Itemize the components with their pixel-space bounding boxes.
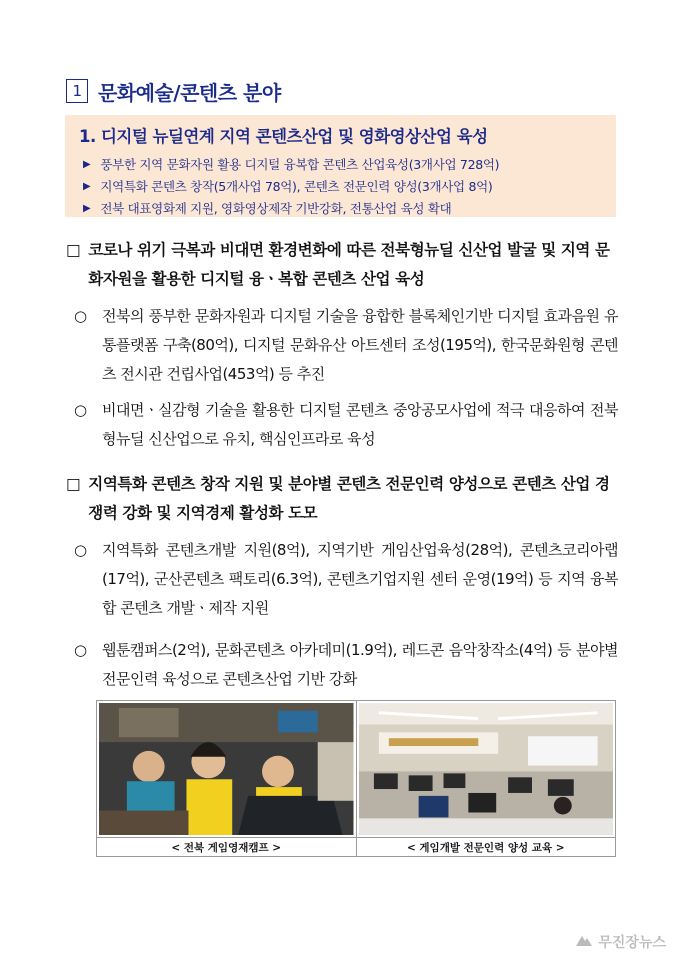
bullet-item: [74, 302, 618, 389]
circle-bullet-icon: ○: [74, 641, 87, 659]
block-heading: [66, 470, 618, 528]
watermark-logo-icon: [575, 933, 593, 951]
watermark-text: 무진장뉴스: [598, 935, 666, 951]
summary-item: [77, 197, 604, 219]
circle-bullet-icon: ○: [74, 307, 87, 325]
photo-caption: < 전북 게임영재캠프 >: [97, 837, 356, 856]
bullet-text: 지역특화 콘텐츠개발 지원(8억), 지역기반 게임산업육성(28억), 콘텐츠코리아랩(17억), 군산콘텐츠 팩토리(6.3억), 콘텐츠기업지원 센터 운영(19억) 등 지역 융복합 콘텐츠 개발ㆍ제작 지원: [102, 541, 618, 617]
summary-item-text: 풍부한 지역 문화자원 활용 디지털 융복합 콘텐츠 산업육성(3개사업 728억): [100, 157, 500, 172]
watermark: [575, 932, 666, 952]
block-heading-text: 코로나 위기 극복과 비대면 환경변화에 따른 전북형뉴딜 신산업 발굴 및 지역 문화자원을 활용한 디지털 융ㆍ복합 콘텐츠 산업 육성: [88, 241, 610, 288]
bullet-item: [74, 396, 618, 454]
summary-item-text: 지역특화 콘텐츠 창작(5개사업 78억), 콘텐츠 전문인력 양성(3개사업 8억): [100, 179, 493, 194]
triangle-bullet-icon: ▶: [83, 202, 91, 214]
summary-item-text: 전북 대표영화제 지원, 영화영상제작 기반강화, 전통산업 육성 확대: [100, 201, 452, 216]
bullet-text: 비대면ㆍ실감형 기술을 활용한 디지털 콘텐츠 중앙공모사업에 적극 대응하여 전북형뉴딜 신산업으로 유치, 핵심인프라로 육성: [102, 401, 618, 448]
photo-game-camp: [99, 703, 354, 835]
triangle-bullet-icon: ▶: [83, 180, 91, 192]
triangle-bullet-icon: ▶: [83, 158, 91, 170]
photo-training-class: [359, 703, 614, 835]
summary-box: [65, 115, 616, 217]
bullet-text: 웹툰캠퍼스(2억), 문화콘텐츠 아카데미(1.9억), 레드콘 음악창작소(4억) 등 분야별 전문인력 육성으로 콘텐츠산업 기반 강화: [102, 641, 618, 688]
summary-item: [77, 153, 604, 175]
summary-title: 1. 디지털 뉴딜연계 지역 콘텐츠산업 및 영화영상산업 육성: [79, 127, 488, 146]
bullet-text: 전북의 풍부한 문화자원과 디지털 기술을 융합한 블록체인기반 디지털 효과음원 유통플랫폼 구축(80억), 디지털 문화유산 아트센터 조성(195억), 한국문화원형 콘텐츠 전시관 건립사업(453억) 등 추진: [102, 307, 618, 383]
block-heading-text: 지역특화 콘텐츠 창작 지원 및 분야별 콘텐츠 전문인력 양성으로 콘텐츠 산업 경쟁력 강화 및 지역경제 활성화 도모: [88, 475, 610, 522]
section-header: [66, 76, 281, 106]
photo-cell: [97, 701, 356, 856]
section-title: 문화예술/콘텐츠 분야: [98, 80, 281, 105]
circle-bullet-icon: ○: [74, 401, 87, 419]
photo-cell: [356, 701, 616, 856]
square-marker-icon: □: [66, 475, 81, 493]
summary-item: [77, 175, 604, 197]
block-heading: [66, 236, 618, 294]
photo-table: [96, 700, 616, 857]
circle-bullet-icon: ○: [74, 541, 87, 559]
square-marker-icon: □: [66, 241, 81, 259]
photo-caption: < 게임개발 전문인력 양성 교육 >: [357, 837, 616, 856]
section-number-box: 1: [66, 79, 88, 103]
bullet-item: [74, 536, 618, 623]
bullet-item: [74, 636, 618, 694]
